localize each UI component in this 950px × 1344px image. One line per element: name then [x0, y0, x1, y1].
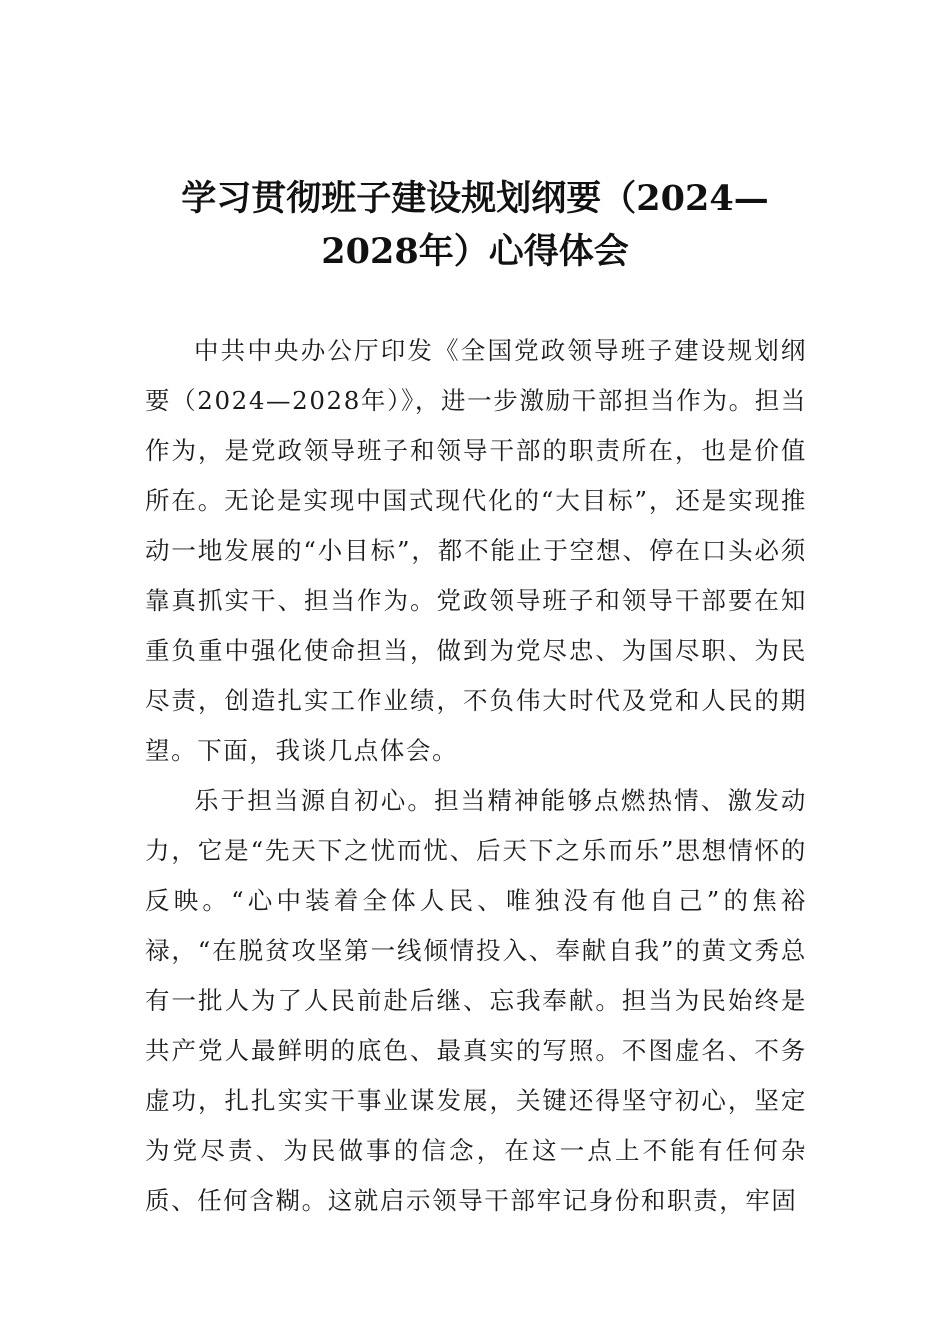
- document-body: [145, 326, 807, 1226]
- paragraph-2: 乐于担当源自初心。担当精神能够点燃热情、激发动力，它是“先天下之忧而忧、后天下之乐而乐”思想情怀的反映。“心中装着全体人民、唯独没有他自己”的焦裕禄，“在脱贫攻坚第一线倾情投入、奉献自我”的黄文秀总有一批人为了人民前赴后继、忘我奉献。担当为民始终是共产党人最鲜明的底色、最真实的写照。不图虚名、不务虚功，扎扎实实干事业谋发展，关键还得坚守初心，坚定为党尽责、为民做事的信念，在这一点上不能有任何杂质、任何含糊。这就启示领导干部牢记身份和职责，牢固: [145, 786, 807, 1215]
- document-title: 学习贯彻班子建设规划纲要（2024—2028年）心得体会: [181, 178, 769, 272]
- paragraph-1: 中共中央办公厅印发《全国党政领导班子建设规划纲要（2024—2028年）》，进一步激励干部担当作为。担当作为，是党政领导班子和领导干部的职责所在，也是价值所在。无论是实现中国式现代化的“大目标”，还是实现推动一地发展的“小目标”，都不能止于空想、停在口头必须靠真抓实干、担当作为。党政领导班子和领导干部要在知重负重中强化使命担当，做到为党尽忠、为国尽职、为民尽责，创造扎实工作业绩，不负伟大时代及党和人民的期望。下面，我谈几点体会。: [145, 336, 807, 765]
